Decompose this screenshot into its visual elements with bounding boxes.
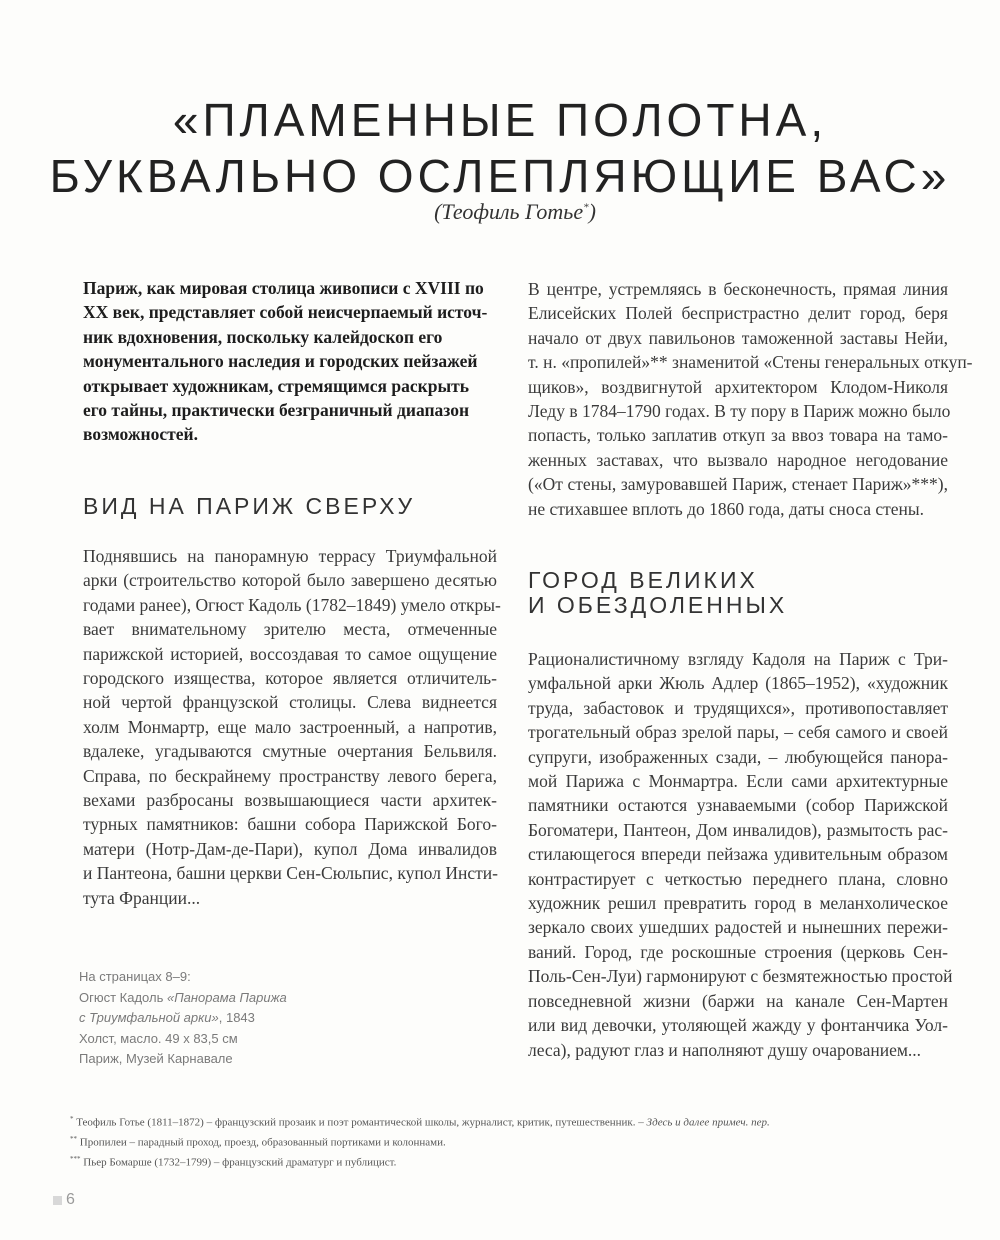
lead-line: ник вдохновения, поскольку калейдоскоп его — [83, 326, 443, 347]
title-attribution — [0, 199, 1000, 225]
body-line: турных памятников: башни собора Парижской Бого- — [83, 814, 497, 835]
body-line: Поль-Сен-Луи) гармонируют с безмятежностью простой — [528, 966, 953, 987]
lead-line: Париж, как мировая столица живописи с XVIII по — [83, 278, 484, 298]
body-line: повседневной жизни (баржи на канале Сен-Мартен — [528, 990, 948, 1011]
body-line: ваний. Город, где роскошные строения (церковь Сен- — [528, 941, 948, 962]
body-line: т. н. «пропилей»** знаменитой «Стены генеральных откуп- — [528, 352, 973, 373]
body-line: Леду в 1784–1790 годах. В ту пору в Париж можно было — [528, 401, 951, 422]
lead-line: его тайны, практически безграничный диапазон — [83, 400, 470, 421]
page-number — [53, 1191, 75, 1209]
body-line: городского изящества, которое является отличитель- — [83, 668, 497, 689]
image-caption — [79, 967, 339, 1070]
body-line: холм Монмартр, еще мало застроенный, а напротив, — [83, 716, 497, 737]
footnote-1 — [70, 1111, 950, 1131]
caption-line: Париж, Музей Карнавале — [79, 1051, 233, 1066]
body-line: и Пантеона, башни церкви Сен-Сюльпис, купол Инсти- — [83, 863, 498, 884]
body-line: супруги, изображенных сзади, – любующейся панора- — [528, 746, 948, 767]
attribution-footnote-mark: * — [583, 201, 589, 214]
body-line: вехами разбросаны возвышающиеся части архитек- — [83, 790, 497, 811]
body-line: матери (Нотр-Дам-де-Пари), купол Дома инвалидов — [83, 838, 497, 859]
caption-artwork-title-cont: с Триумфальной арки» — [79, 1010, 219, 1025]
caption-line: Холст, масло. 49 х 83,5 см — [79, 1030, 238, 1046]
right-intro-paragraph — [528, 277, 973, 521]
body-line: Поднявшись на панорамную террасу Триумфальной — [83, 546, 497, 566]
section-heading-city-line-2: И ОБЕЗДОЛЕННЫХ — [528, 592, 788, 618]
body-line: вдалеке, угадываются смутные очертания Бельвиля. — [83, 741, 497, 762]
body-line: щиков», воздвигнутой архитектором Клодом-Николя — [528, 376, 948, 397]
body-line: Елисейских Полей беспристрастно делит город, беря — [528, 303, 948, 324]
attribution-text: (Теофиль Готье — [434, 199, 584, 224]
body-line: тута Франции... — [83, 887, 201, 908]
caption-line: На страницах 8–9: — [79, 969, 191, 984]
body-line: годами ранее), Огюст Кадоль (1782–1849) умело откры- — [83, 594, 501, 615]
page-marker-square — [53, 1196, 62, 1205]
lead-line: XX век, представляет собой неисчерпаемый источ- — [83, 302, 488, 323]
page-title-line-2: БУКВАЛЬНО ОСЛЕПЛЯЮЩИЕ ВАС» — [49, 150, 951, 202]
body-line: («От стены, замуровавшей Париж, стенает Париж»***), — [528, 474, 948, 495]
caption-line — [79, 988, 339, 1009]
lead-paragraph — [83, 276, 488, 447]
footnote-3 — [70, 1151, 950, 1171]
body-line: зеркало своих ушедших радостей и нынешних пережи- — [528, 917, 948, 938]
body-line: памятники остаются узнаваемыми (собор Парижской — [528, 795, 948, 816]
section-heading-view-from-above: ВИД НА ПАРИЖ СВЕРХУ — [83, 493, 416, 519]
footnote-text: Теофиль Готье (1811–1872) – французский прозаик и поэт романтической школы, журналист, критик, путешественник. – — [73, 1116, 647, 1129]
body-line: Богоматери, Пантеон, Дом инвалидов), размытость рас- — [528, 819, 948, 840]
body-line: мой Парижа с Монмартра. Если сами архитектурные — [528, 771, 948, 792]
attribution-close: ) — [588, 199, 596, 224]
section2-body — [528, 647, 953, 1062]
body-line: контрастирует с четкостью переднего плана, словно — [528, 868, 948, 889]
body-line: не стихавшее вплоть до 1860 года, даты сноса стены. — [528, 498, 925, 519]
body-line: Рационалистичному взгляду Кадоля на Париж с Три- — [528, 649, 948, 669]
section1-body — [83, 544, 501, 910]
body-line: умфальной арки Жюль Адлер (1865–1952), «художник — [528, 673, 948, 694]
footnote-2 — [70, 1131, 950, 1151]
footnote-text: Пропилеи – парадный проход, проезд, образованный портиками и колоннами. — [77, 1136, 446, 1149]
section-heading-city-line-1: ГОРОД ВЕЛИКИХ — [528, 567, 758, 593]
body-line: ной чертой французской столицы. Слева виднеется — [83, 692, 497, 713]
body-line: стилающегося впереди пейзажа удивительным образом — [528, 844, 948, 865]
body-line: или вид девочки, утоляющей жажду у фонтанчика Уол- — [528, 1015, 948, 1036]
caption-artist: Огюст Кадоль — [79, 989, 167, 1005]
lead-line: возможностей. — [83, 424, 198, 445]
page-title-line-1: «ПЛАМЕННЫЕ ПОЛОТНА, — [172, 94, 828, 146]
footnote-text: Пьер Бомарше (1732–1799) – французский драматург и публицист. — [80, 1156, 397, 1169]
lead-line: открывает художникам, стремящимся раскрыть — [83, 375, 469, 396]
body-line: леса), радуют глаз и наполняют душу очарованием... — [528, 1039, 922, 1060]
lead-line: монументального наследия и городских пейзажей — [83, 351, 478, 372]
body-line: В центре, устремляясь в бесконечность, прямая линия — [528, 279, 948, 299]
body-line: начало от двух павильонов таможенной заставы Нейи, — [528, 327, 948, 348]
body-line: труда, забастовок и трудящихся», противопоставляет — [528, 697, 948, 718]
caption-year: , 1843 — [218, 1010, 255, 1025]
body-line: Справа, по бескрайнему пространству левого берега, — [83, 765, 497, 786]
caption-artwork-title: «Панорама Парижа — [166, 989, 287, 1005]
body-line: парижской историей, воссоздавая то самое ощущение — [83, 643, 497, 664]
body-line: женных заставах, что вызвало народное негодование — [528, 449, 948, 470]
footnotes — [70, 1111, 950, 1171]
body-line: попасть, только заплатив откуп за ввоз товара на тамо- — [528, 425, 948, 446]
body-line: трогательный образ зрелой пары, – себя самого и своей — [528, 722, 948, 743]
footnote-mark: ** — [70, 1135, 77, 1144]
body-line: вает внимательному зрителю места, отмеченные — [83, 619, 497, 640]
page-number-text: 6 — [66, 1191, 75, 1208]
footnote-italic: Здесь и далее примеч. пер. — [646, 1116, 770, 1129]
body-line: арки (строительство которой было завершено десятью — [83, 570, 497, 591]
caption-line — [79, 1008, 339, 1029]
footnote-mark: *** — [70, 1155, 81, 1164]
footnote-mark: * — [70, 1115, 74, 1123]
body-line: художник решил превратить город в меланхолическое — [528, 893, 948, 914]
